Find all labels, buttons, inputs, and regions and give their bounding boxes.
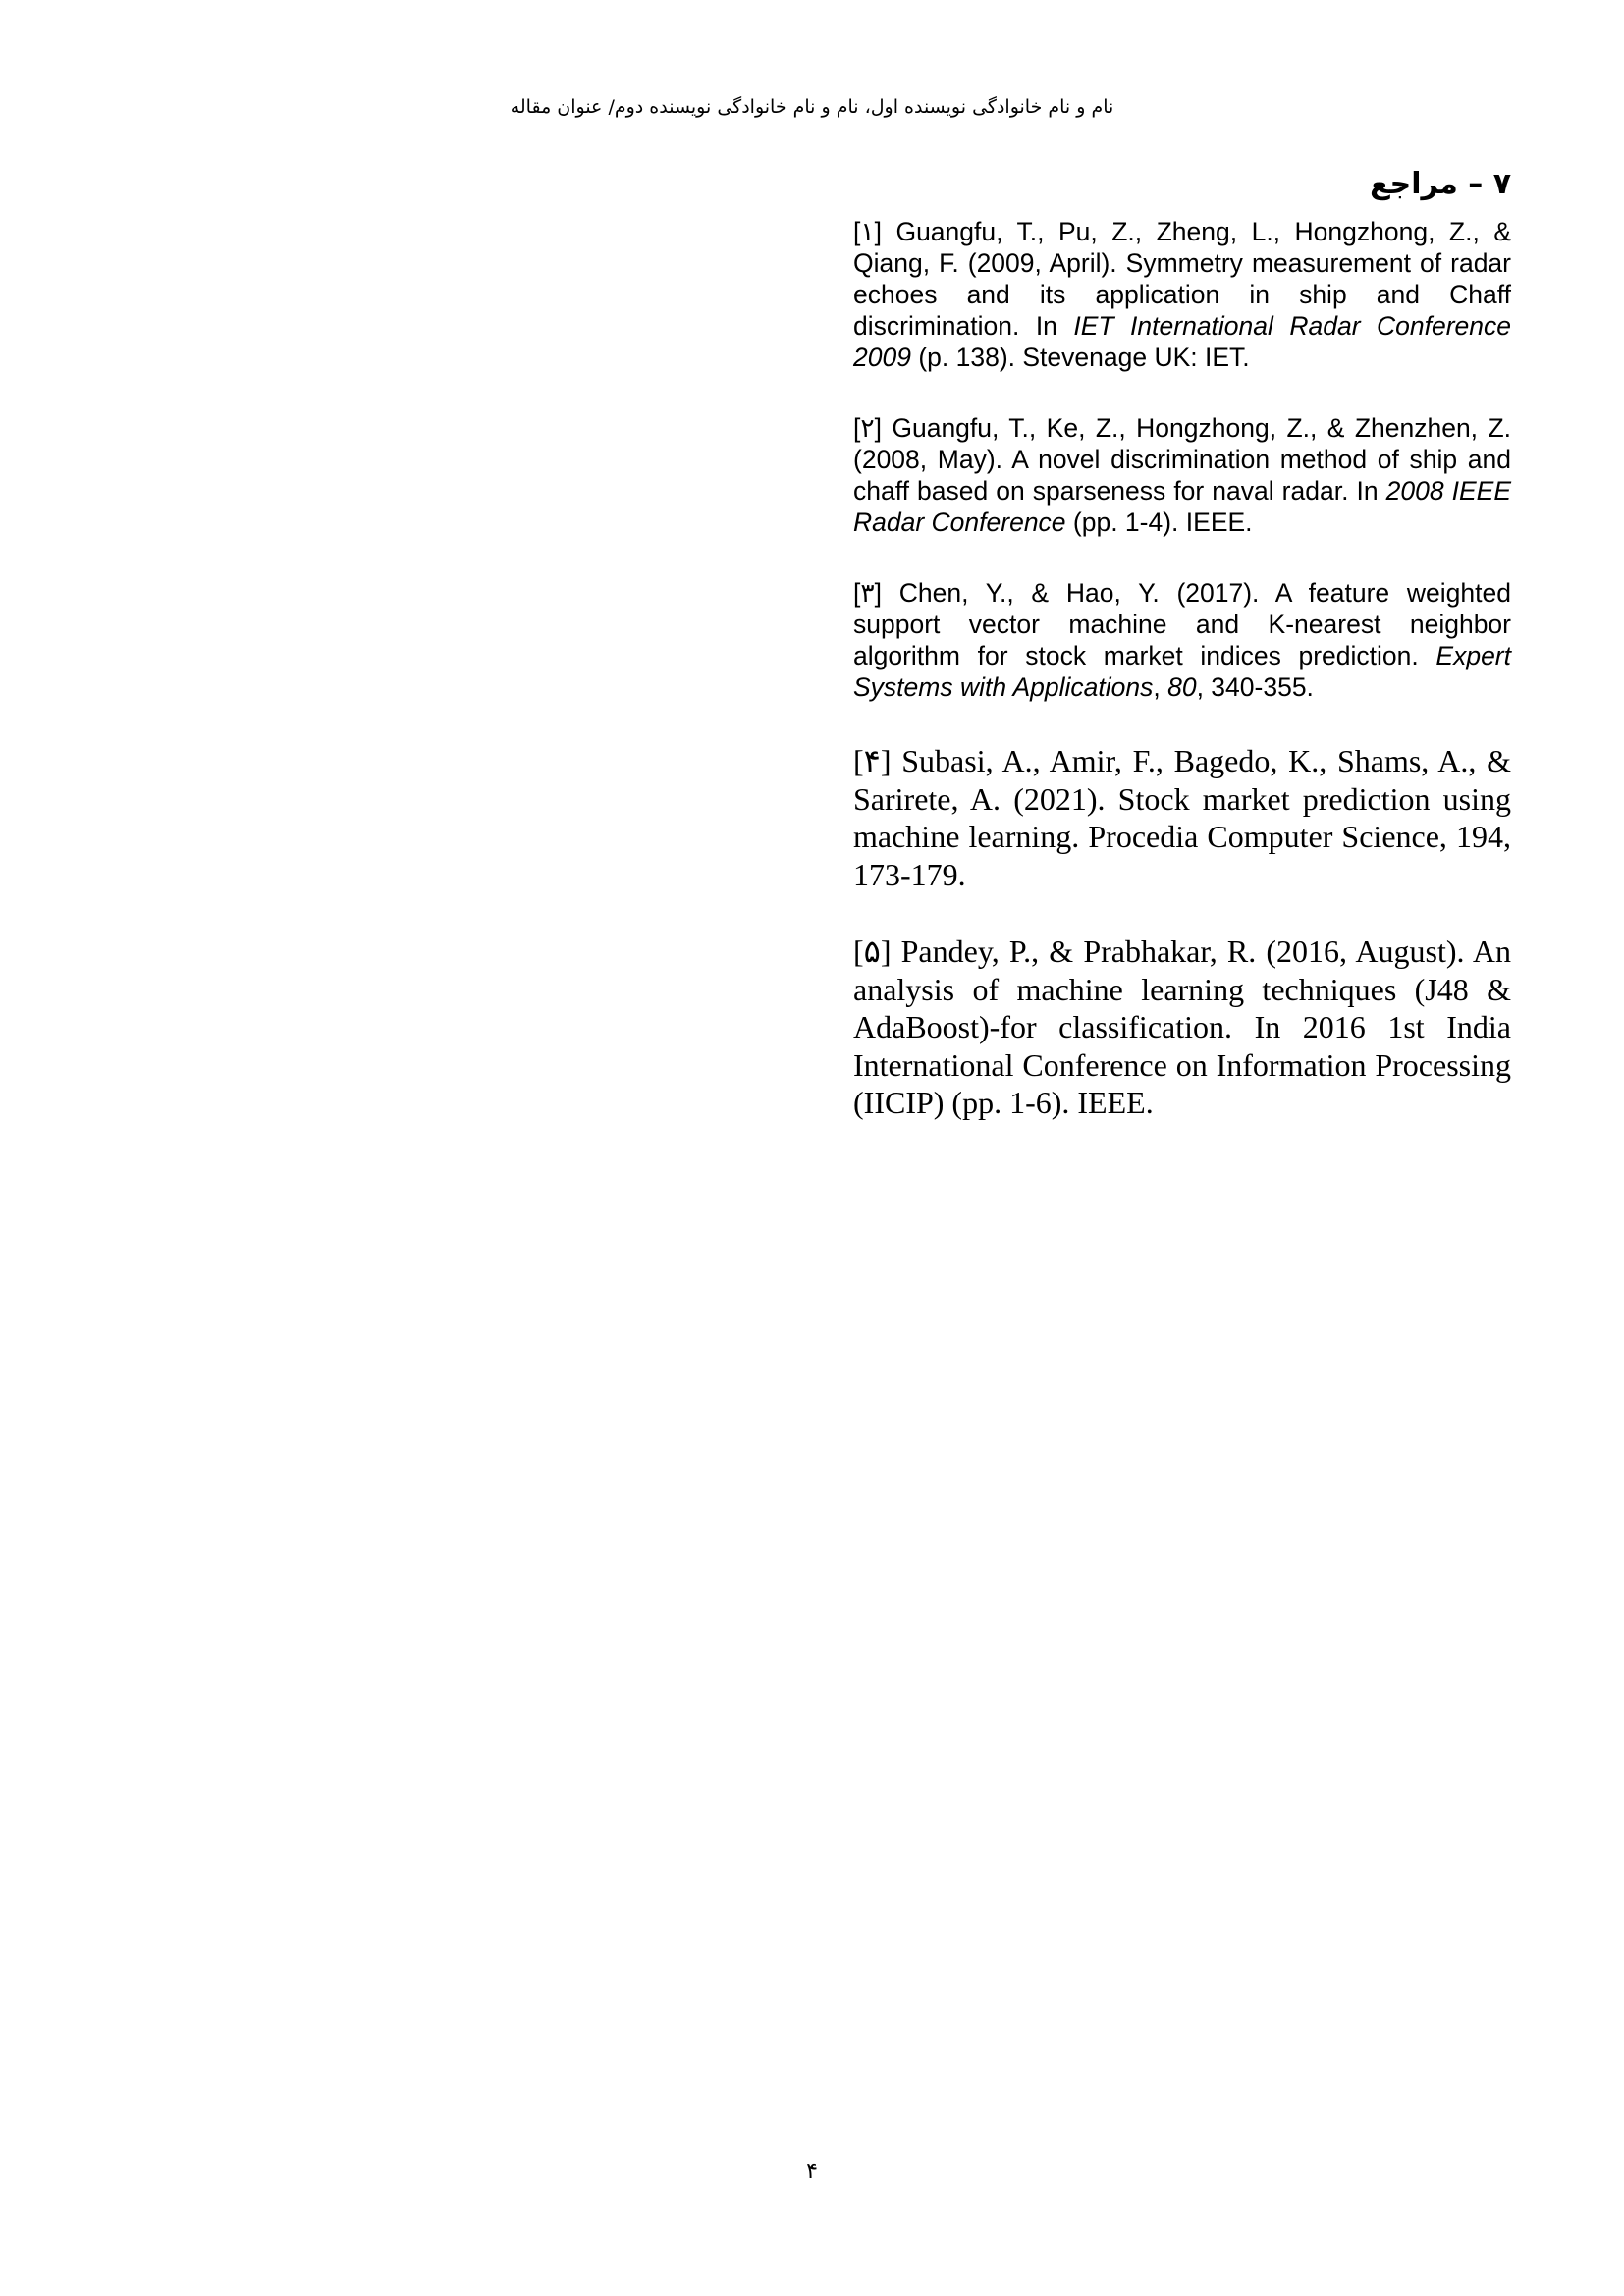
reference-number: [۲]	[853, 413, 882, 443]
reference-venue: Expert Systems with Applications	[853, 641, 1511, 702]
reference-number: [۱]	[853, 217, 882, 246]
section-heading-references: ۷ – مراجع	[1370, 167, 1511, 201]
reference-text: (pp. 1-4). IEEE.	[1065, 507, 1253, 537]
reference-text: Pandey, P., & Prabhakar, R. (2016, August). An analysis of machine learning techniques (J48 & AdaBoost)-for classification. In 2016 1st India International Conference on Information Processing (IICIP) (pp. 1-6). IEEE.	[853, 934, 1511, 1120]
reference-text: , 340-355.	[1196, 672, 1314, 702]
reference-venue: IET International Radar Conference 2009	[853, 311, 1511, 372]
reference-item-2	[853, 412, 1511, 538]
reference-volume: 80	[1167, 672, 1197, 702]
reference-item-1	[853, 216, 1511, 373]
reference-number: [۴]	[853, 743, 892, 778]
reference-venue: 2008 IEEE Radar Conference	[853, 476, 1512, 537]
page-number: ۴	[806, 2160, 818, 2184]
reference-text: Subasi, A., Amir, F., Bagedo, K., Shams, A., & Sarirete, A. (2021). Stock market prediction using machine learning. Procedia Computer Science, 194, 173-179.	[853, 743, 1511, 892]
reference-item-3	[853, 577, 1511, 703]
reference-text: Chen, Y., & Hao, Y. (2017). A feature weighted support vector machine and K-nearest neighbor algorithm for stock market indices prediction.	[853, 578, 1511, 670]
reference-number: [۳]	[853, 578, 882, 608]
reference-number: [۵]	[853, 934, 892, 969]
reference-item-4	[853, 742, 1511, 893]
reference-text: ,	[1153, 672, 1168, 702]
reference-item-5	[853, 933, 1511, 1122]
running-header: نام و نام خانوادگی نویسنده اول، نام و نام خانوادگی نویسنده دوم/ عنوان مقاله	[510, 96, 1114, 118]
reference-text: Guangfu, T., Ke, Z., Hongzhong, Z., & Zhenzhen, Z. (2008, May). A novel discrimination method of ship and chaff based on sparseness for naval radar. In	[853, 413, 1511, 506]
reference-text: Guangfu, T., Pu, Z., Zheng, L., Hongzhong, Z., & Qiang, F. (2009, April). Symmetry measurement of radar echoes and its application in ship and Chaff discrimination. In	[853, 217, 1511, 341]
reference-list	[853, 216, 1511, 1161]
reference-text: (p. 138). Stevenage UK: IET.	[910, 343, 1250, 372]
